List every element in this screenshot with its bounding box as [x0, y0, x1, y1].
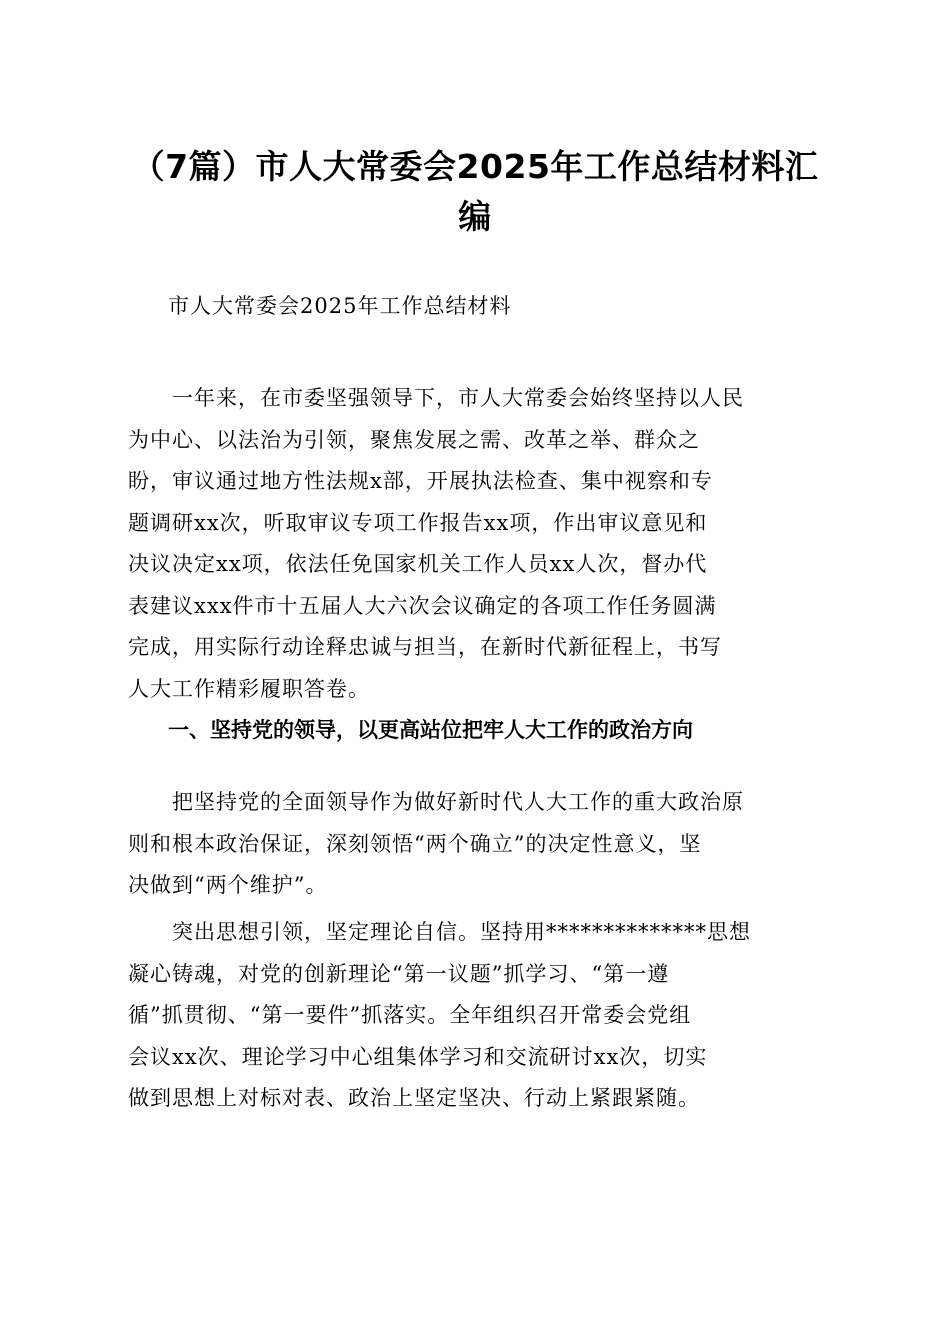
document-subtitle: 市人大常委会2025年工作总结材料 [168, 294, 512, 318]
document-title: （7篇）市人大常委会2025年工作总结材料汇 编 [131, 147, 819, 236]
paragraph-ideological-guidance: 突出思想引领，坚定理论自信。坚持用**************思想 凝心铸魂，对党的创新理论“第一议题”抓学习、“第一遵 循”抓贯彻、“第一要件”抓落实。全年组织召开常委会党组 会议xx次、理论学习中心组集体学习和交流研讨xx次，切实 做到思想上对标对表、政治上坚定坚决、行动上紧跟紧随。 [128, 920, 751, 1110]
paragraph-party-leadership: 把坚持党的全面领导作为做好新时代人大工作的重大政治原 则和根本政治保证，深刻领悟“两个确立”的决定性意义，坚 决做到“两个维护”。 [128, 790, 744, 897]
paragraph-intro: 一年来，在市委坚强领导下，市人大常委会始终坚持以人民 为中心、以法治为引领，聚焦发展之需、改革之举、群众之 盼，审议通过地方性法规x部，开展执法检查、集中视察和专 题调研xx次，听取审议专项工作报告xx项，作出审议意见和 决议决定xx项，依法任免国家机关工作人员xx人次，督办代 表建议xxx件市十五届人大六次会议确定的各项工作任务圆满 完成，用实际行动诠释忠诚与担当，在新时代新征程上，书写 人大工作精彩履职答卷。 [128, 386, 744, 701]
section-heading-1: 一、坚持党的领导，以更高站位把牢人大工作的政治方向 [168, 718, 693, 742]
